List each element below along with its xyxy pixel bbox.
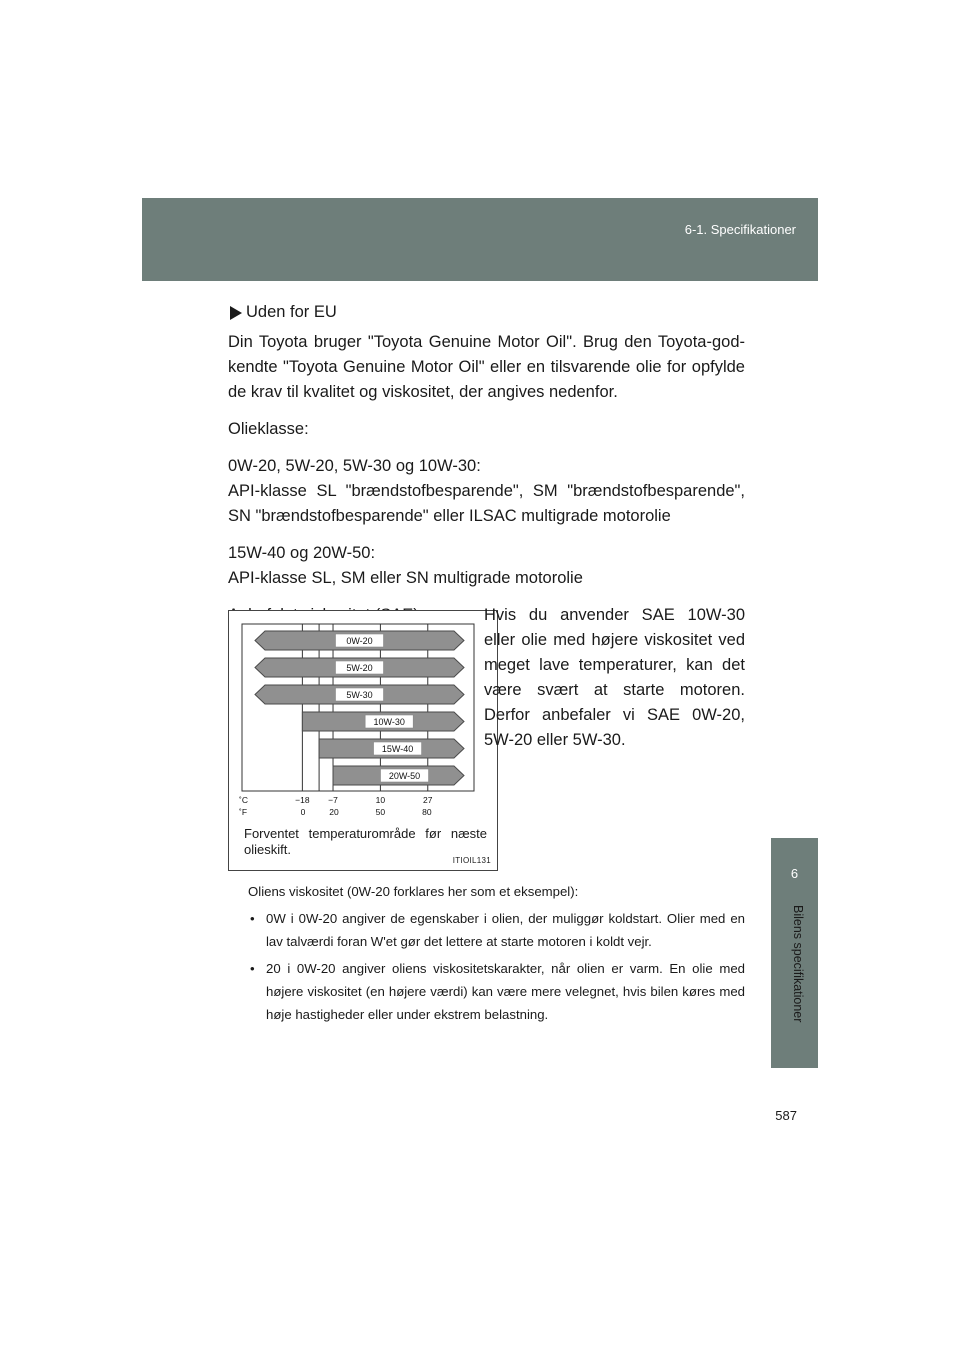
section-title: 6-1. Specifikationer — [684, 222, 796, 237]
fahrenheit-tick-3: 80 — [422, 807, 432, 817]
class-b-grades: 15W-40 og 20W-50: — [228, 544, 376, 562]
chapter-number: 6 — [790, 866, 799, 881]
bar-label-20W-50: 20W-50 — [388, 771, 421, 781]
bar-label-5W-20: 5W-20 — [346, 663, 373, 673]
class-a-grades: 0W-20, 5W-20, 5W-30 og 10W-30: — [228, 457, 481, 475]
bar-label-15W-40: 15W-40 — [381, 744, 414, 754]
notes-section — [248, 880, 745, 1026]
intro-paragraph: Din Toyota bruger "Toyota Genuine Motor Oil". Brug den Toyota-god-kendte "Toyota Genuine Motor Oil" eller en tilsvarende olie for opfylde de krav til kvalitet og viskositet, der angives nedenfor. — [228, 333, 745, 401]
celsius-tick-3: 27 — [423, 795, 433, 805]
class-a-spec: API-klasse SL "brændstofbesparende", SM "brændstofbesparende", SN "brændstofbesparende" eller ILSAC multigrade motorolie — [228, 482, 745, 525]
fahrenheit-unit: ˚F — [239, 807, 248, 817]
bar-label-0W-20: 0W-20 — [346, 636, 373, 646]
figure-caption: Forventet temperaturområde før næste olieskift. — [244, 826, 487, 857]
bar-label-5W-30: 5W-30 — [346, 690, 373, 700]
viscosity-chart — [228, 610, 498, 871]
subheading — [228, 300, 745, 325]
header-band — [142, 198, 818, 281]
fahrenheit-tick-2: 50 — [375, 807, 386, 817]
subheading-text: Uden for EU — [246, 303, 337, 321]
viscosity-advice: Hvis du anvender SAE 10W-30 eller olie med højere viskositet ved meget lave temperaturer, kan det være svært at starte motoren. Derfor anbefaler vi SAE 0W-20, 5W-20 eller 5W-30. — [484, 606, 745, 749]
notes-heading: Oliens viskositet (0W-20 forklares her som et eksempel): — [248, 884, 579, 899]
bar-label-10W-30: 10W-30 — [373, 717, 405, 727]
celsius-tick-0: −18 — [295, 795, 310, 805]
celsius-tick-1: −7 — [328, 795, 338, 805]
triangle-bullet-icon — [230, 306, 242, 320]
chapter-label: Bilens specifikationer — [791, 905, 805, 1023]
oil-class-heading: Olieklasse: — [228, 420, 309, 438]
fahrenheit-tick-0: 0 — [300, 807, 306, 817]
fahrenheit-tick-1: 20 — [329, 807, 339, 817]
class-b-spec: API-klasse SL, SM eller SN multigrade motorolie — [228, 569, 583, 587]
page-number: 587 — [775, 1108, 797, 1123]
main-content — [228, 300, 745, 628]
celsius-unit: ˚C — [239, 795, 248, 805]
figure-id: ITIOIL131 — [452, 856, 491, 865]
celsius-tick-2: 10 — [375, 795, 386, 805]
note-bullet-1: • 0W i 0W-20 angiver de egenskaber i olien, der muliggør koldstart. Olier med en lav talværdi foran W'et gør det lettere at starte motoren i koldt vejr. — [248, 907, 745, 953]
note-bullet-2: • 20 i 0W-20 angiver oliens viskositetskarakter, når olien er varm. En olie med højere viskositet (en højere værdi) kan være mere velegnet, hvis bilen køres med høje hastigheder eller under ekstrem belastning. — [248, 957, 745, 1026]
